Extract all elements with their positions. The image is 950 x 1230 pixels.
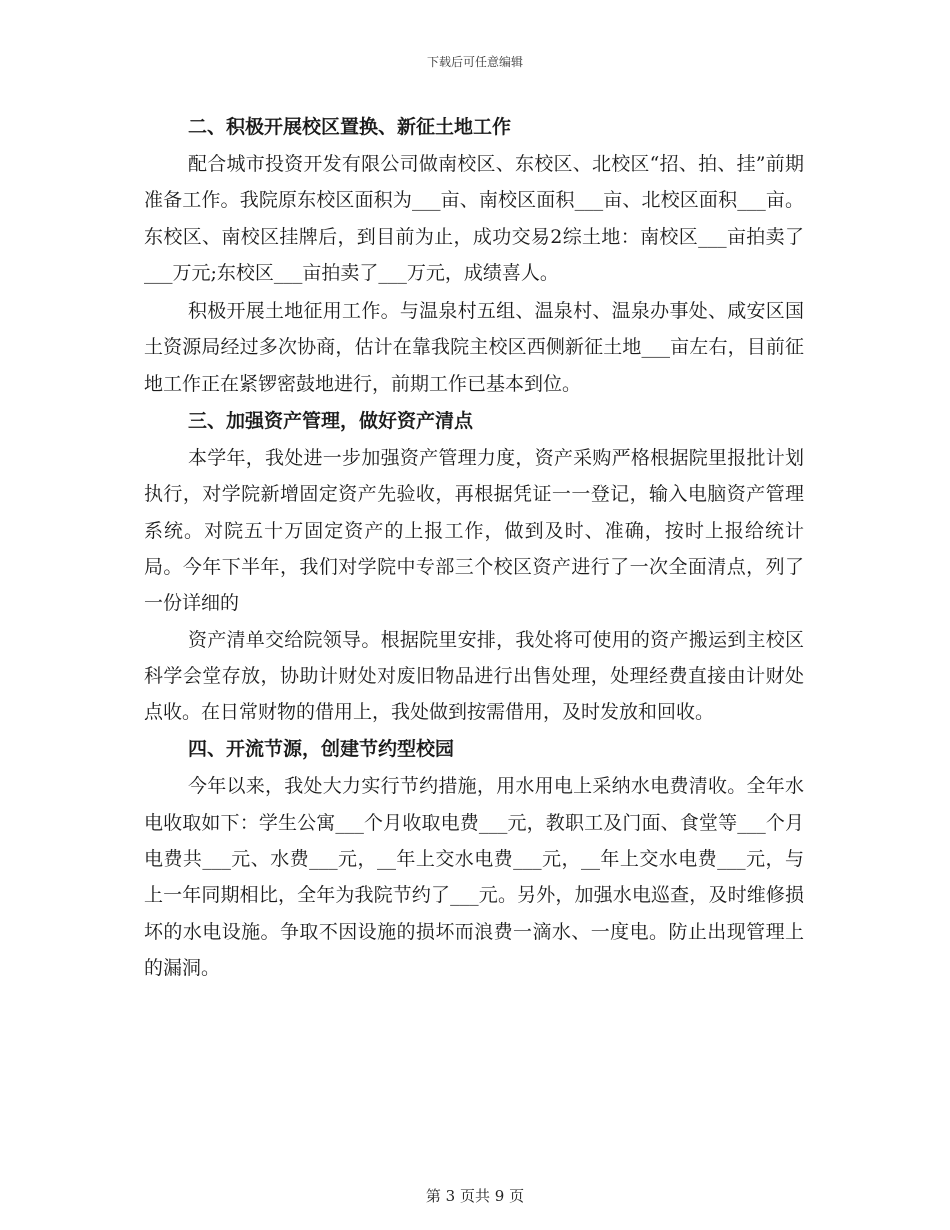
- section-heading: 二、积极开展校区置换、新征土地工作: [188, 116, 512, 138]
- page-footer: 第 3 页共 9 页: [425, 1187, 525, 1205]
- document-body: [144, 108, 804, 986]
- section-heading: 三、加强资产管理，做好资产清点: [188, 410, 474, 433]
- body-paragraph: 配合城市投资开发有限公司做南校区、东校区、北校区“招、拍、挂”前期准备工作。我院原东校区面积为___亩、南校区面积___亩、北校区面积___亩。东校区、南校区挂牌后，到目前为止，成功交易2综土地：南校区___亩拍卖了___万元;东校区___亩拍卖了___万元，成绩喜人。: [144, 153, 804, 284]
- page-header: 下载后可任意编辑: [426, 55, 523, 69]
- body-paragraph: 本学年，我处进一步加强资产管理力度，资产采购严格根据院里报批计划执行，对学院新增固定资产先验收，再根据凭证一一登记，输入电脑资产管理系统。对院五十万固定资产的上报工作，做到及时、准确，按时上报给统计局。今年下半年，我们对学院中专部三个校区资产进行了一次全面清点，列了一份详细的: [144, 447, 804, 615]
- body-paragraph: 积极开展土地征用工作。与温泉村五组、温泉村、温泉办事处、咸安区国土资源局经过多次协商，估计在靠我院主校区西侧新征土地___亩左右，目前征地工作正在紧锣密鼓地进行，前期工作已基本到位。: [144, 300, 804, 395]
- section-heading: 四、开流节源，创建节约型校园: [188, 738, 455, 761]
- body-paragraph: 资产清单交给院领导。根据院里安排，我处将可使用的资产搬运到主校区科学会堂存放，协助计财处对废旧物品进行出售处理，处理经费直接由计财处点收。在日常财物的借用上，我处做到按需借用，及时发放和回收。: [144, 628, 804, 724]
- body-paragraph: 今年以来，我处大力实行节约措施，用水用电上采纳水电费清收。全年水电收取如下：学生公寓___个月收取电费___元，教职工及门面、食堂等___个月电费共___元、水费___元，__年上交水电费___元，__年上交水电费___元，与上一年同期相比，全年为我院节约了___元。另外，加强水电巡查，及时维修损坏的水电设施。争取不因设施的损坏而浪费一滴水、一度电。防止出现管理上的漏洞。: [144, 775, 804, 979]
